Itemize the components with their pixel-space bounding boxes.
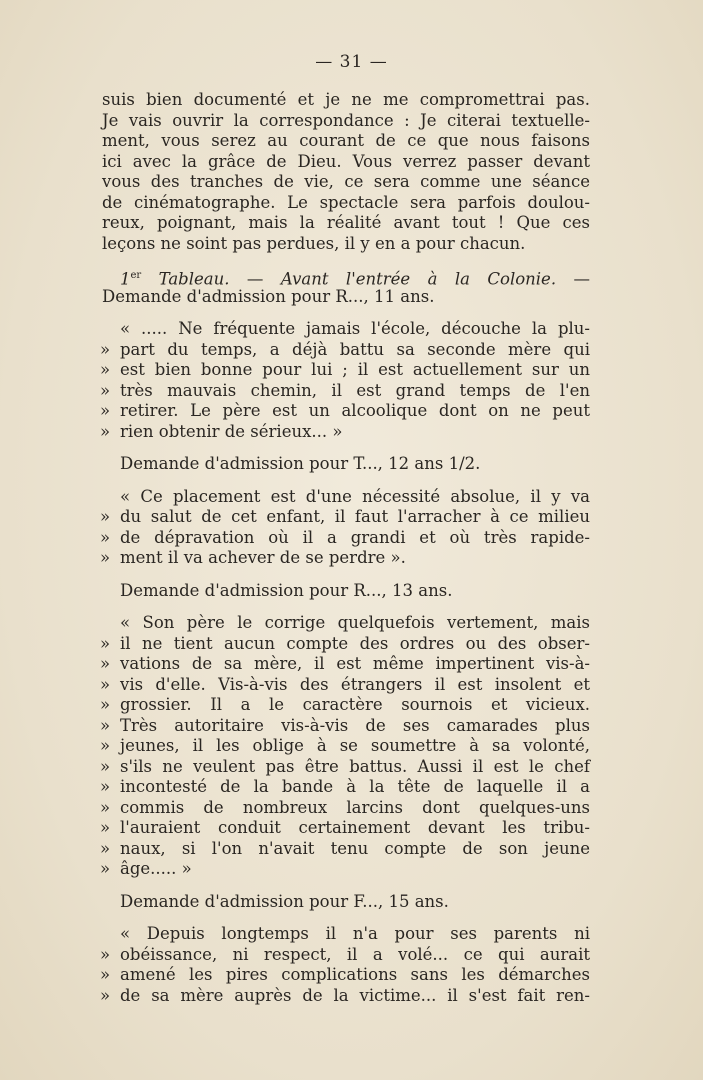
quote-line: » grossier. Il a le caractère sournois et vicieux.: [100, 695, 590, 714]
tableau-label: Tableau.: [158, 269, 230, 289]
quote-line: » commis de nombreux larcins dont quelques-uns: [100, 797, 590, 817]
continuation-mark: »: [100, 838, 111, 858]
quote-line: » vations de sa mère, il est même impertinent vis-à-: [100, 654, 590, 673]
text-line: leçons ne soint pas perdues, il y en a pour chacun.: [102, 233, 526, 253]
quote-line: » il ne tient aucun compte des ordres ou des obser-: [100, 633, 590, 653]
quote-line: » vis d'elle. Vis-à-vis des étrangers il est insolent et: [100, 674, 590, 694]
tableau-heading: [102, 266, 590, 287]
quote-line: » est bien bonne pour lui ; il est actuellement sur un: [100, 360, 590, 379]
continuation-mark: »: [100, 818, 111, 837]
continuation-mark: »: [100, 548, 111, 567]
continuation-mark: »: [100, 944, 111, 964]
quote-line: « Depuis longtemps il n'a pour ses parents ni: [120, 924, 590, 943]
demande-heading: Demande d'admission pour R..., 11 ans.: [102, 286, 435, 306]
quote-line: » naux, si l'on n'avait tenu compte de son jeune: [100, 838, 590, 858]
quote-line: » jeunes, il les oblige à se soumettre à sa volonté,: [100, 736, 590, 755]
tableau-number: 1: [120, 269, 131, 289]
continuation-mark: »: [100, 380, 111, 400]
continuation-mark: »: [100, 507, 111, 526]
quote-line: « Ce placement est d'une nécessité absolue, il y va: [120, 486, 590, 506]
demande-heading: Demande d'admission pour R..., 13 ans.: [120, 580, 453, 600]
text-line: ment, vous serez au courant de ce que nous faisons: [102, 131, 590, 150]
continuation-mark: »: [100, 859, 111, 878]
quote-line: » très mauvais chemin, il est grand temps de l'en: [100, 380, 590, 400]
text-line: ici avec la grâce de Dieu. Vous verrez passer devant: [102, 151, 590, 171]
continuation-mark: »: [100, 736, 111, 755]
text-line: vous des tranches de vie, ce sera comme une séance: [102, 172, 590, 191]
tableau-sup: er: [130, 270, 142, 281]
page-body: [102, 90, 590, 1006]
continuation-mark: »: [100, 674, 111, 694]
quote-line: » âge..... »: [100, 859, 192, 878]
quote-line: » l'auraient conduit certainement devant les tribu-: [100, 818, 590, 837]
quote-line: » retirer. Le père est un alcoolique dont on ne peut: [100, 401, 590, 420]
continuation-mark: »: [100, 777, 111, 796]
continuation-mark: »: [100, 527, 111, 547]
tableau-title: Avant l'entrée à la Colonie.: [280, 269, 557, 289]
continuation-mark: »: [100, 797, 111, 817]
quote-line: » obéissance, ni respect, il a volé... ce qui aurait: [100, 944, 590, 964]
continuation-mark: »: [100, 360, 111, 379]
quote-line: » du salut de cet enfant, il faut l'arracher à ce milieu: [100, 507, 590, 526]
quote-line: » part du temps, a déjà battu sa seconde mère qui: [100, 339, 590, 359]
quote-line: » s'ils ne veulent pas être battus. Aussi il est le chef: [100, 756, 590, 776]
continuation-mark: »: [100, 715, 111, 735]
continuation-mark: »: [100, 756, 111, 776]
continuation-mark: »: [100, 654, 111, 673]
page-number: — 31 —: [315, 52, 388, 72]
continuation-mark: »: [100, 695, 111, 714]
quote-line: » de sa mère auprès de la victime... il s'est fait ren-: [100, 985, 590, 1005]
text-line: Je vais ouvrir la correspondance : Je citerai textuelle-: [102, 110, 590, 130]
continuation-mark: »: [100, 633, 111, 653]
continuation-mark: »: [100, 401, 111, 420]
continuation-mark: »: [100, 965, 111, 984]
demande-heading: Demande d'admission pour F..., 15 ans.: [120, 891, 449, 911]
quote-line: » rien obtenir de sérieux... »: [100, 421, 343, 441]
demande-heading: Demande d'admission pour T..., 12 ans 1/2.: [120, 454, 481, 473]
quote-line: « Son père le corrige quelquefois vertement, mais: [120, 613, 590, 632]
continuation-mark: »: [100, 985, 111, 1005]
quote-line: » amené les pires complications sans les démarches: [100, 965, 590, 984]
quote-line: » de dépravation où il a grandi et où très rapide-: [100, 527, 590, 547]
quote-line: » Très autoritaire vis-à-vis de ses camarades plus: [100, 715, 590, 735]
quote-line: » incontesté de la bande à la tête de laquelle il a: [100, 777, 590, 796]
dash: —: [246, 269, 264, 289]
text-line: de cinématographe. Le spectacle sera parfois doulou-: [102, 192, 590, 212]
continuation-mark: »: [100, 421, 111, 441]
quote-line: » ment il va achever de se perdre ».: [100, 548, 406, 567]
continuation-mark: »: [100, 339, 111, 359]
text-line: suis bien documenté et je ne me compromettrai pas.: [102, 90, 590, 109]
text-line: reux, poignant, mais la réalité avant tout ! Que ces: [102, 213, 590, 232]
quote-line: « ..... Ne fréquente jamais l'école, découche la plu-: [120, 319, 590, 338]
dash: —: [573, 269, 590, 289]
